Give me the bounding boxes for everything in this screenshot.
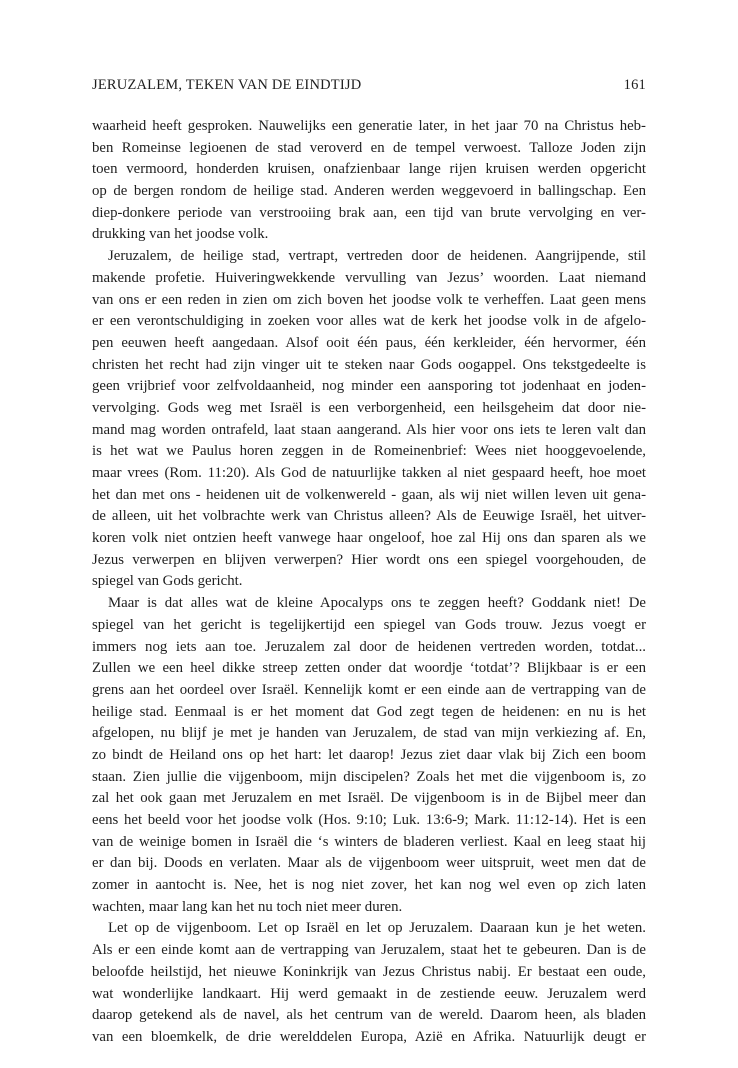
text-line: is het wat we Paulus horen zeggen in de Romeinenbrief: Wees niet hooggevoelende, xyxy=(92,443,646,460)
text-line: makende profetie. Huiveringwekkende vervulling van Jezus’ woorden. Laat niemand xyxy=(92,269,646,286)
text-line: heilige stad. Eenmaal is er het moment dat God zegt tegen de heidenen: en nu is het xyxy=(92,703,646,720)
text-line: drukking van het joodse volk. xyxy=(92,226,269,243)
text-line: van ons er een reden in zien om zich boven het joodse volk te verheffen. Laat geen mens xyxy=(92,291,646,308)
text-line: eens het beeld voor het joodse volk (Hos. 9:10; Luk. 13:6-9; Mark. 11:12-14). Het is een xyxy=(92,812,646,828)
text-line: er een verontschuldiging in zoeken voor alles wat de kerk het joodse volk in de afgelo- xyxy=(92,313,646,330)
text-line: koren volk niet ontzien heeft vanwege haar ongeloof, hoe zal Hij ons dan sparen als we xyxy=(92,530,646,547)
text-line: mand mag worden ontrafeld, laat staan aangerand. Als hier voor ons iets te leren valt dan xyxy=(92,421,646,438)
body-text xyxy=(92,116,646,1049)
text-line: wat wonderlijke landkaart. Hij werd gemaakt in de zestiende eeuw. Jeruzalem werd xyxy=(92,985,646,1002)
text-line: Jezus verwerpen en blijven verwerpen? Hier wordt ons een spiegel voorgehouden, de xyxy=(92,551,646,568)
text-line: immers nog iets aan toe. Jeruzalem zal door de heidenen vertreden worden, totdat... xyxy=(92,638,646,655)
text-line: de alleen, uit het volbrachte werk van Christus alleen? Als de Eeuwige Israël, het uitver- xyxy=(92,508,646,525)
text-line: afgelopen, nu blijf je met je handen van Jeruzalem, de stad van mijn verkiezing af. En, xyxy=(92,725,646,742)
text-line: van de weinige bomen in Israël die ‘s winters de bladeren verliest. Kaal en leeg staat hij xyxy=(92,833,646,850)
running-title: JERUZALEM, TEKEN VAN DE EINDTIJD xyxy=(92,77,362,93)
running-header xyxy=(92,77,646,99)
text-line: zomer in aantocht is. Nee, het is nog niet zover, het kan nog wel even op zich laten xyxy=(92,877,646,894)
text-line: er dan bij. Doods en verlaten. Maar als de vijgenboom weer uitspruit, weet men dat de xyxy=(92,855,646,872)
text-line: spiegel van Gods gericht. xyxy=(92,573,243,590)
text-line: Jeruzalem, de heilige stad, vertrapt, vertreden door de heidenen. Aangrijpende, stil xyxy=(108,248,646,265)
text-line: christen het recht had zijn vinger uit te steken naar Gods oogappel. Ons tekstgedeelte is xyxy=(92,356,646,373)
text-line: vervolging. Gods weg met Israël is een verborgenheid, een heilsgeheim dat door nie- xyxy=(92,399,646,416)
text-line: Maar is dat alles wat de kleine Apocalyps ons te zeggen heeft? Goddank niet! De xyxy=(108,595,646,612)
text-line: grens aan het oordeel over Israël. Kennelijk komt er een einde aan de vertrapping van de xyxy=(92,681,646,698)
text-line: ben Romeinse legioenen de stad veroverd en de tempel verwoest. Talloze Joden zijn xyxy=(92,139,646,156)
text-line: het dan met ons - heidenen uit de volkenwereld - gaan, als wij niet willen leven uit gena- xyxy=(92,486,646,503)
text-line: Let op de vijgenboom. Let op Israël en let op Jeruzalem. Daaraan kun je het weten. xyxy=(108,920,646,937)
text-line: waarheid heeft gesproken. Nauwelijks een generatie later, in het jaar 70 na Christus heb- xyxy=(92,118,646,134)
text-line: Als er een einde komt aan de vertrapping van Jeruzalem, staat het te gebeuren. Dan is de xyxy=(92,942,646,959)
page-number: 161 xyxy=(623,77,646,93)
text-line: beloofde heilstijd, het nieuwe Koninkrijk van Jezus Christus nabij. Er bestaat een oude, xyxy=(92,963,646,980)
text-line: spiegel van het gericht is tegelijkertijd een spiegel van Gods trouw. Jezus voegt er xyxy=(92,616,646,633)
text-line: Zullen we een heel dikke streep zetten onder dat woordje ‘totdat’? Blijkbaar is er een xyxy=(92,660,646,677)
text-line: staan. Zien jullie die vijgenboom, mijn discipelen? Zoals het met die vijgenboom is, zo xyxy=(92,768,646,785)
text-line: toen vermoord, honderden kruisen, onafzienbaar lange rijen kruisen werden opgericht xyxy=(92,161,646,178)
text-line: zal het ook gaan met Jeruzalem en met Israël. De vijgenboom is in de Bijbel meer dan xyxy=(92,790,646,807)
text-line: wachten, maar lang kan het nu toch niet meer duren. xyxy=(92,898,403,915)
text-line: van een bloemkelk, de drie werelddelen Europa, Azië en Afrika. Natuurlijk deugt er xyxy=(92,1028,646,1045)
text-line: op de bergen rondom de heilige stad. Anderen werden weggevoerd in ballingschap. Een xyxy=(92,183,646,200)
text-line: zo bindt de Heiland ons op het hart: let daarop! Jezus ziet daar vlak bij Zich een boom xyxy=(92,746,646,763)
text-line: diep-donkere periode van verstrooiing brak aan, een tijd van brute vervolging en ver- xyxy=(92,204,646,221)
text-line: maar vrees (Rom. 11:20). Als God de natuurlijke takken al niet gespaard heeft, hoe moet xyxy=(92,465,646,481)
text-line: pen eeuwen heeft aangedaan. Alsof ooit één paus, één kerkleider, één hervormer, één xyxy=(92,334,646,351)
text-line: daarop getekend als de navel, als het centrum van de wereld. Daarom heen, als bladen xyxy=(92,1007,646,1024)
text-line: geen vrijbrief voor zelfvoldaanheid, nog minder een aansporing tot jodenhaat en joden- xyxy=(92,378,646,395)
